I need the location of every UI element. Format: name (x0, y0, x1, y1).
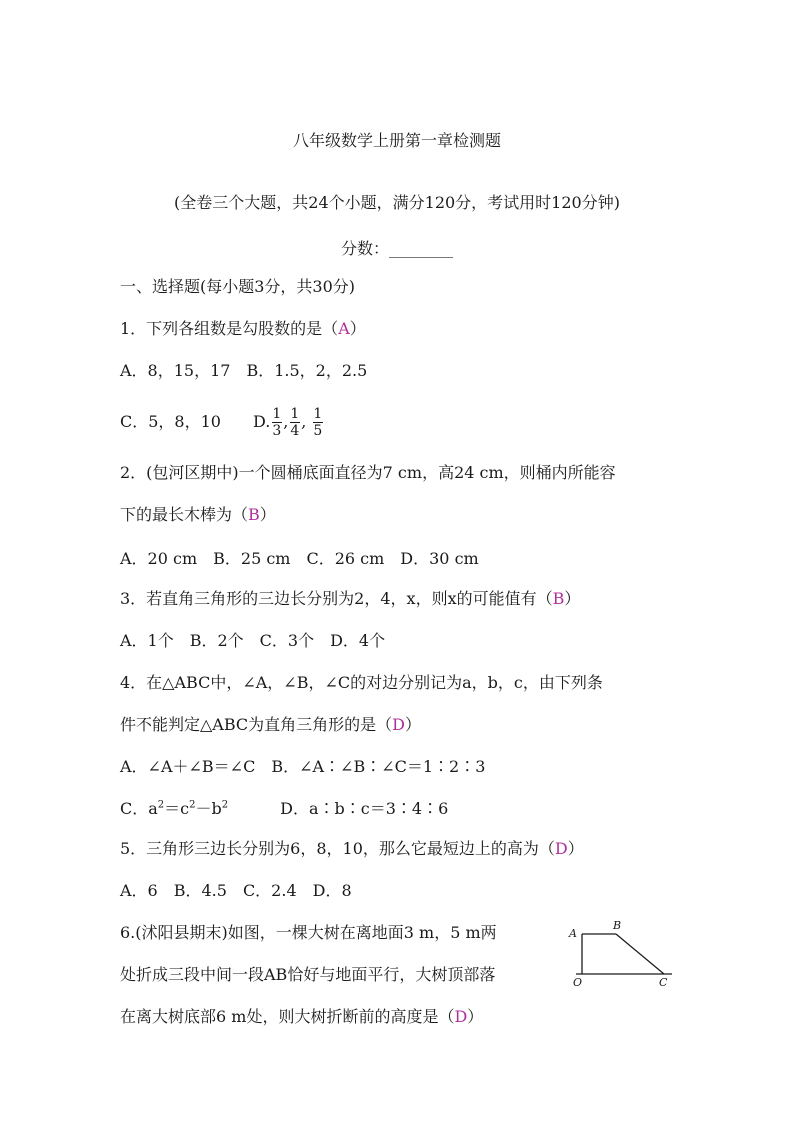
question-1-options-cd: C．5，8，10 D. $\frac{1}{3}$ , $\frac{1}{4}$ , $\frac{1}{5}$ (120, 406, 323, 439)
label-a: A (569, 927, 577, 940)
question-6-stem-1: 6.(沭阳县期末)如图，一棵大树在离地面3 m，5 m两 (120, 923, 497, 942)
question-4-stem-1: 4．在△ABC中，∠A，∠B，∠C的对边分别记为a，b，c，由下列条 (120, 673, 603, 692)
question-1-options-ab: A．8，15，17 B．1.5，2，2.5 (120, 361, 368, 380)
exam-subtitle: (全卷三个大题，共24个小题，满分120分，考试用时120分钟) (174, 193, 620, 212)
question-6-stem-3: 在离大树底部6 m处，则大树折断前的高度是（D） (120, 1007, 484, 1026)
answer-6: D (454, 1007, 468, 1026)
answer-5: D (554, 839, 568, 858)
question-5-stem: 5．三角形三边长分别为6，8，10，那么它最短边上的高为（D） (120, 839, 584, 858)
answer-4: D (392, 715, 405, 734)
label-o: O (573, 976, 583, 989)
segment-bc (616, 934, 664, 974)
label-c: C (659, 976, 668, 989)
question-2-stem-1: 2．(包河区期中)一个圆桶底面直径为7 cm，高24 cm，则桶内所能容 (120, 463, 616, 482)
question-6-stem-2: 处折成三段中间一段AB恰好与地面平行，大树顶部落 (120, 965, 496, 984)
label-b: B (613, 919, 622, 932)
question-2-options: A．20 cm B．25 cm C．26 cm D．30 cm (120, 549, 479, 568)
answer-2: B (248, 505, 260, 524)
question-2-stem-2: 下的最长木棒为（B） (120, 505, 276, 524)
question-4-options-cd: C．$a^2=c^2-b^2$ D．a∶b∶c＝3∶4∶6 (120, 799, 449, 818)
fraction-1-5: $\frac{1}{5}$ (313, 406, 323, 439)
score-field: 分数：________ (340, 239, 453, 258)
answer-3: B (552, 589, 565, 608)
section-heading: 一、选择题(每小题3分，共30分) (120, 277, 356, 296)
fraction-1-4: $\frac{1}{4}$ (290, 406, 300, 439)
tree-figure (566, 918, 678, 990)
question-1-stem: 1．下列各组数是勾股数的是（A） (120, 319, 366, 338)
fraction-1-3: $\frac{1}{3}$ (272, 406, 282, 439)
question-3-options: A．1个 B．2个 C．3个 D．4个 (120, 631, 386, 650)
answer-1: A (338, 319, 350, 338)
question-4-stem-2: 件不能判定△ABC为直角三角形的是（D） (120, 715, 422, 734)
question-3-stem: 3．若直角三角形的三边长分别为2，4，x，则x的可能值有（B） (120, 589, 581, 608)
question-5-options: A．6 B．4.5 C．2.4 D．8 (120, 881, 352, 900)
question-4-options-ab: A．∠A＋∠B＝∠C B．∠A∶∠B∶∠C＝1∶2∶3 (120, 757, 486, 776)
page-title: 八年级数学上册第一章检测题 (292, 131, 501, 150)
